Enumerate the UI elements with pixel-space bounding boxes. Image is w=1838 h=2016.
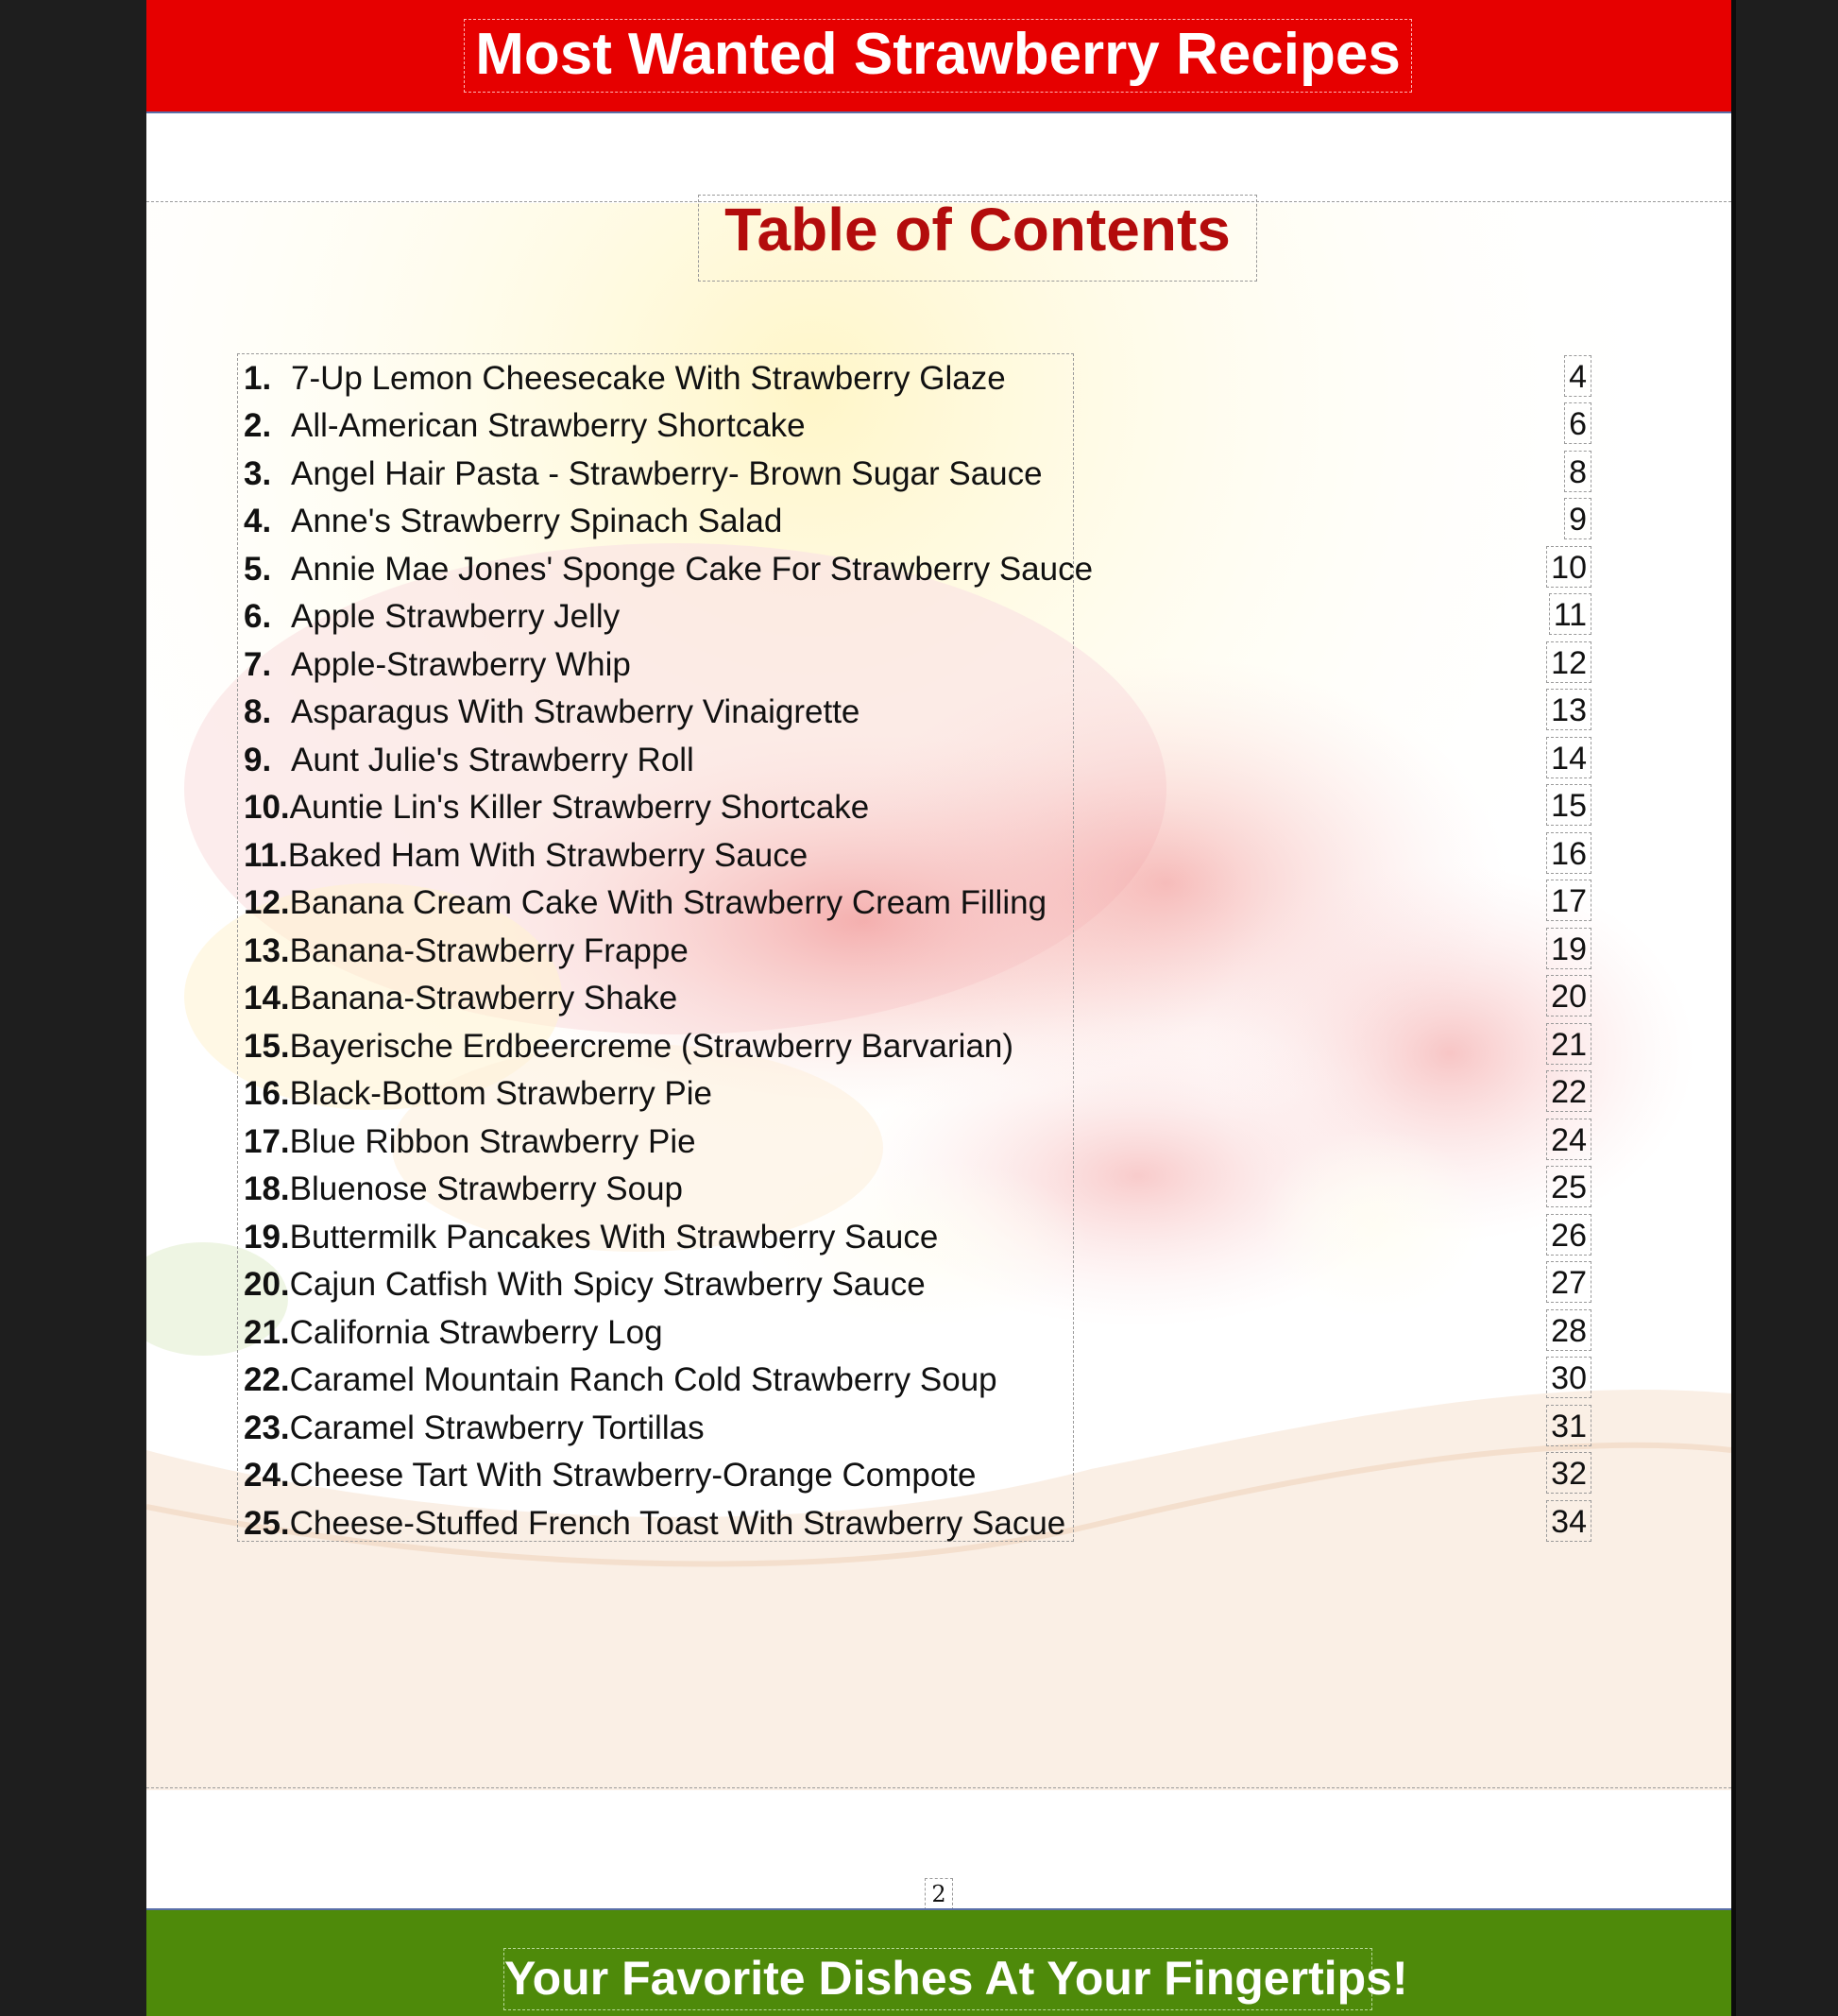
toc-entry[interactable] [244, 356, 1006, 401]
toc-entry-title: Blue Ribbon Strawberry Pie [289, 1123, 696, 1160]
toc-entry-number: 4. [244, 503, 272, 539]
toc-page-number[interactable]: 21 [1546, 1023, 1591, 1065]
toc-entry[interactable] [244, 1024, 1013, 1069]
document-page [146, 0, 1731, 2016]
toc-entry-title: Banana-Strawberry Shake [289, 980, 678, 1017]
toc-entry-title: Anne's Strawberry Spinach Salad [291, 503, 783, 539]
toc-entry-title: Banana Cream Cake With Strawberry Cream Filling [289, 884, 1047, 921]
toc-page-number[interactable]: 26 [1546, 1214, 1591, 1256]
toc-entry[interactable] [244, 1167, 683, 1212]
toc-page-number[interactable]: 27 [1546, 1261, 1591, 1303]
toc-page-number[interactable]: 14 [1546, 737, 1591, 778]
toc-page-number[interactable]: 13 [1546, 689, 1591, 730]
toc-entry[interactable] [244, 1262, 926, 1307]
toc-entry-title: Caramel Strawberry Tortillas [289, 1409, 705, 1446]
toc-entry[interactable] [244, 1215, 938, 1260]
toc-entry-number: 21. [244, 1314, 290, 1351]
toc-entries [237, 353, 1094, 1542]
toc-page-number[interactable]: 10 [1546, 546, 1591, 588]
toc-entry[interactable] [244, 833, 808, 879]
footer-title: Your Favorite Dishes At Your Fingertips! [503, 1948, 1372, 2010]
toc-page-number[interactable]: 8 [1564, 451, 1591, 492]
toc-page-number[interactable]: 12 [1546, 641, 1591, 683]
toc-entry-title: Buttermilk Pancakes With Strawberry Sauce [289, 1219, 939, 1256]
toc-entry[interactable] [244, 880, 1047, 926]
toc-entry[interactable] [244, 1119, 696, 1165]
toc-entry-title: Baked Ham With Strawberry Sauce [287, 837, 808, 874]
toc-entry-number: 10. [244, 789, 290, 826]
toc-page-number[interactable]: 32 [1546, 1452, 1591, 1494]
toc-entry[interactable] [244, 1453, 977, 1498]
toc-entry-title: Black-Bottom Strawberry Pie [289, 1075, 713, 1112]
toc-page-number[interactable]: 24 [1546, 1119, 1591, 1160]
toc-entry[interactable] [244, 1501, 1065, 1546]
toc-title: Table of Contents [698, 195, 1257, 282]
toc-entry-number: 8. [244, 693, 272, 730]
toc-entry-title: Bayerische Erdbeercreme (Strawberry Barvarian) [289, 1028, 1014, 1065]
toc-entry[interactable] [244, 403, 806, 449]
toc-entry[interactable] [244, 547, 1093, 592]
toc-entry[interactable] [244, 976, 677, 1021]
toc-page-number[interactable]: 15 [1546, 784, 1591, 826]
toc-entry-number: 24. [244, 1457, 290, 1494]
toc-page-number[interactable]: 28 [1546, 1309, 1591, 1351]
toc-page-number[interactable]: 30 [1546, 1357, 1591, 1398]
toc-entry[interactable] [244, 1406, 705, 1451]
toc-page-number[interactable]: 20 [1546, 975, 1591, 1017]
toc-entry[interactable] [244, 642, 631, 688]
toc-entry-number: 14. [244, 980, 290, 1017]
toc-entry-title: All-American Strawberry Shortcake [291, 407, 806, 444]
toc-entry[interactable] [244, 452, 1043, 497]
page-footer [146, 1908, 1731, 2016]
toc-entry-number: 2. [244, 407, 272, 444]
toc-entry-number: 13. [244, 932, 290, 969]
toc-page-number[interactable]: 6 [1564, 402, 1591, 444]
toc-entry-number: 22. [244, 1361, 290, 1398]
toc-entry-number: 12. [244, 884, 290, 921]
toc-entry-title: Auntie Lin's Killer Strawberry Shortcake [289, 789, 870, 826]
toc-entry-title: Angel Hair Pasta - Strawberry- Brown Sugar Sauce [291, 455, 1043, 492]
toc-page-number[interactable]: 4 [1564, 355, 1591, 397]
toc-page-number[interactable]: 31 [1546, 1405, 1591, 1446]
toc-entry-title: Apple Strawberry Jelly [291, 598, 621, 635]
page-edge-shadow [1731, 0, 1736, 2016]
toc-entry-number: 5. [244, 551, 272, 588]
toc-page-number[interactable]: 9 [1564, 498, 1591, 539]
header-title: Most Wanted Strawberry Recipes [464, 19, 1412, 93]
toc-entry-title: Cajun Catfish With Spicy Strawberry Sauce [289, 1266, 926, 1303]
toc-entry[interactable] [244, 594, 620, 640]
toc-entry-title: California Strawberry Log [289, 1314, 663, 1351]
toc-entry[interactable] [244, 1310, 663, 1356]
toc-page-number[interactable]: 16 [1546, 832, 1591, 874]
toc-page-number[interactable]: 34 [1546, 1500, 1591, 1542]
toc-entry[interactable] [244, 499, 782, 544]
toc-entry-title: Asparagus With Strawberry Vinaigrette [291, 693, 860, 730]
toc-entry-number: 15. [244, 1028, 290, 1065]
toc-entry-number: 17. [244, 1123, 290, 1160]
toc-page-number[interactable]: 11 [1549, 593, 1591, 635]
page-header [146, 0, 1731, 113]
toc-entry-number: 25. [244, 1505, 290, 1542]
toc-page-number[interactable]: 22 [1546, 1070, 1591, 1112]
toc-page-numbers [1542, 353, 1591, 1542]
toc-entry-number: 18. [244, 1170, 290, 1207]
toc-entry-title: Apple-Strawberry Whip [291, 646, 631, 683]
toc-entry-number: 11. [244, 837, 288, 874]
toc-entry[interactable] [244, 690, 859, 735]
toc-entry-number: 9. [244, 742, 272, 778]
toc-entry-title: Caramel Mountain Ranch Cold Strawberry Soup [289, 1361, 997, 1398]
toc-entry-number: 23. [244, 1409, 290, 1446]
toc-entry-number: 19. [244, 1219, 290, 1256]
toc-entry-title: Bluenose Strawberry Soup [289, 1170, 683, 1207]
toc-page-number[interactable]: 17 [1546, 880, 1591, 921]
toc-entry-number: 20. [244, 1266, 290, 1303]
toc-entry[interactable] [244, 785, 869, 830]
toc-entry[interactable] [244, 1358, 997, 1403]
toc-entry-title: 7-Up Lemon Cheesecake With Strawberry Glaze [291, 360, 1006, 397]
toc-entry-title: Aunt Julie's Strawberry Roll [291, 742, 694, 778]
toc-entry[interactable] [244, 1071, 712, 1117]
toc-entry[interactable] [244, 929, 689, 974]
toc-entry-number: 6. [244, 598, 272, 635]
toc-entry-title: Banana-Strawberry Frappe [289, 932, 689, 969]
toc-page-number[interactable]: 25 [1546, 1166, 1591, 1207]
toc-entry-title: Cheese Tart With Strawberry-Orange Compote [289, 1457, 977, 1494]
toc-entry-number: 3. [244, 455, 272, 492]
toc-entry-title: Annie Mae Jones' Sponge Cake For Strawberry Sauce [291, 551, 1094, 588]
toc-entry-number: 1. [244, 360, 272, 397]
page-number: 2 [925, 1878, 953, 1910]
toc-entry[interactable] [244, 738, 694, 783]
toc-entry-number: 7. [244, 646, 272, 683]
toc-entry-title: Cheese-Stuffed French Toast With Strawberry Sacue [289, 1505, 1066, 1542]
toc-entry-number: 16. [244, 1075, 290, 1112]
toc-page-number[interactable]: 19 [1546, 928, 1591, 969]
